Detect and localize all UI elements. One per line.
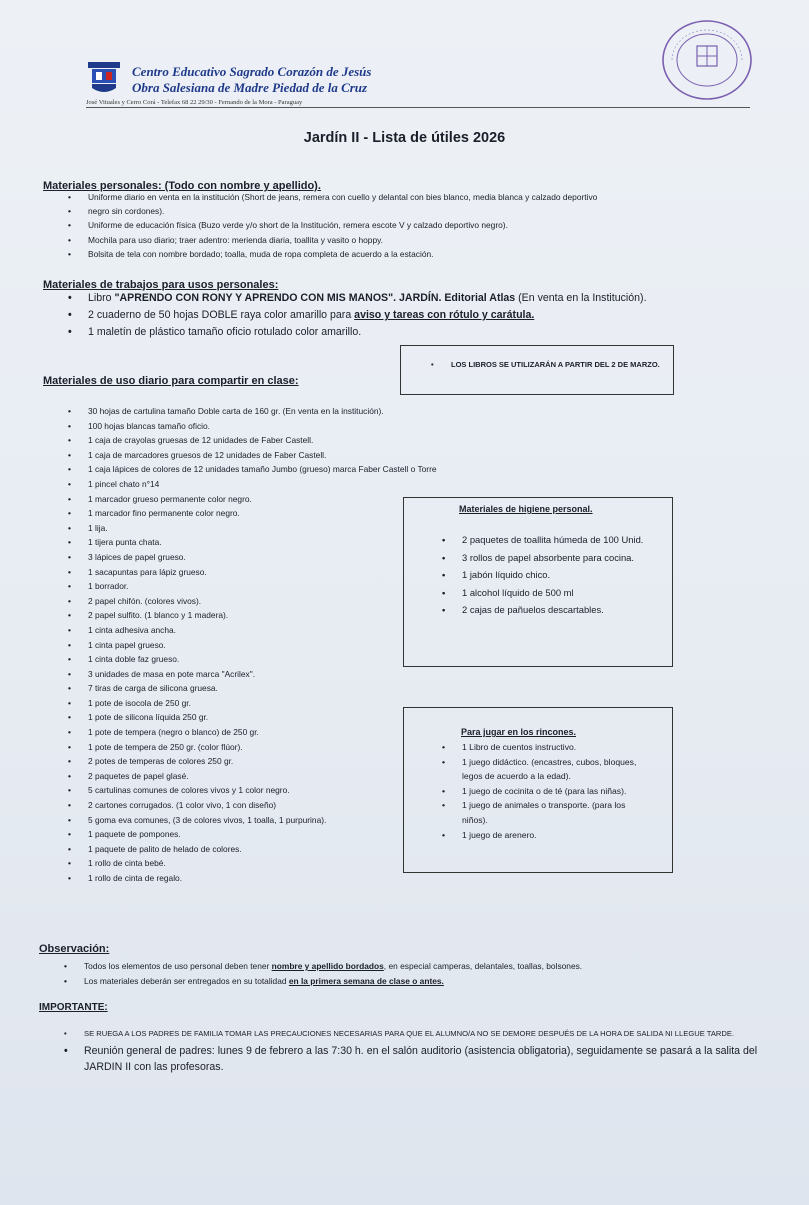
list-item: • Mochila para uso diario; traer adentro: merienda diaria, toallita y vasito o hoppy. [68,233,748,248]
list-item: • 1 Libro de cuentos instructivo. [442,740,652,755]
list-item: • 1 caja de marcadores gruesos de 12 unidades de Faber Castell. [68,448,488,463]
list-item: • Todos los elementos de uso personal deben tener nombre y apellido bordados, en especial camperas, delantales, toallas, bolsones. [64,959,764,974]
list-item: • Reunión general de padres: lunes 9 de febrero a las 7:30 h. en el salón auditorio (asistencia obligatoria), seguidamente se pasará a la salita del JARDIN II con las profesoras. [64,1043,762,1075]
list-item: • SE RUEGA A LOS PADRES DE FAMILIA TOMAR LAS PRECAUCIONES NECESARIAS PARA QUE EL ALUMNO/A NO SE DEMORE DESPUÉS DE LA HORA DE SALIDA NI LLEGUE TARDE. [64,1028,762,1039]
important-list [64,1028,762,1075]
list-item: • 1 pote de tempera de 250 gr. (color flúor). [68,740,488,755]
school-subtitle: Obra Salesiana de Madre Piedad de la Cruz [132,80,368,95]
list-item: • 2 paquetes de toallita húmeda de 100 Unid. [442,532,662,549]
list-item: • Uniforme diario en venta en la institución (Short de jeans, remera con cuello y delantal con bies blanco, media blanca y calzado deportivo [68,190,748,205]
hygiene-box [403,497,673,667]
books-note: • LOS LIBROS SE UTILIZARÁN A PARTIR DEL 2 DE MARZO. [431,359,661,371]
list-item: • 1 maletín de plástico tamaño oficio rotulado color amarillo. [68,324,758,341]
list-item: • 2 paquetes de papel glasé. [68,769,488,784]
list-item: • 1 rollo de cinta de regalo. [68,871,488,886]
list-item: • 100 hojas blancas tamaño oficio. [68,419,488,434]
list-item: • 5 cartulinas comunes de colores vivos y 1 color negro. [68,783,488,798]
list-item: • 1 sacapuntas para lápiz grueso. [68,565,488,580]
list-item: • 2 cartones corrugados. (1 color vivo, 1 con diseño) [68,798,488,813]
list-item: • 1 paquete de pompones. [68,827,488,842]
list-item: • Uniforme de educación física (Buzo verde y/o short de la Institución, remera escote V y calzado deportivo negro). [68,218,748,233]
school-logo-icon [86,60,122,96]
list-item: • 1 marcador fino permanente color negro. [68,506,488,521]
list-item: • 1 jabón líquido chico. [442,567,662,584]
list-item: • 3 lápices de papel grueso. [68,550,488,565]
observation-list [64,959,764,988]
list-item: • Libro "APRENDO CON RONY Y APRENDO CON MIS MANOS". JARDÍN. Editorial Atlas (En venta en la Institución). [68,290,758,307]
list-item: • 1 pincel chato n°14 [68,477,488,492]
list-item: • 2 cuaderno de 50 hojas DOBLE raya color amarillo para aviso y tareas con rótulo y carátula. [68,307,758,324]
work-materials-list [68,290,758,341]
important-heading: IMPORTANTE: [39,1002,108,1013]
list-item: • 1 lija. [68,521,488,536]
list-item: • 2 cajas de pañuelos descartables. [442,602,662,619]
personal-materials-heading: Materiales personales: (Todo con nombre y apellido). [43,180,321,192]
list-item: • 1 tijera punta chata. [68,535,488,550]
school-name: Centro Educativo Sagrado Corazón de Jesús [132,64,372,79]
list-item: • 2 potes de temperas de colores 250 gr. [68,754,488,769]
shared-materials-heading: Materiales de uso diario para compartir en clase: [43,375,299,387]
list-item: • 1 caja de crayolas gruesas de 12 unidades de Faber Castell. [68,433,488,448]
corners-heading: Para jugar en los rincones. [461,727,577,737]
list-item: • 1 pote de silicona líquida 250 gr. [68,710,488,725]
header-divider [86,107,750,108]
list-item: • 7 tiras de carga de silicona gruesa. [68,681,488,696]
corners-list [442,740,652,842]
work-materials-heading: Materiales de trabajos para usos personales: [43,279,279,291]
list-item: • 1 alcohol líquido de 500 ml [442,585,662,602]
list-item: • 1 pote de tempera (negro o blanco) de 250 gr. [68,725,488,740]
list-item: • Bolsita de tela con nombre bordado; toalla, muda de ropa completa de acuerdo a la estación. [68,247,748,262]
personal-materials-list [68,190,748,262]
hygiene-list [442,532,662,620]
list-item: • 1 juego de animales o transporte. (para los niños). [442,798,652,827]
list-item: • 1 caja lápices de colores de 12 unidades tamaño Jumbo (grueso) marca Faber Castell o Torre [68,462,488,477]
list-item: • 1 cinta doble faz grueso. [68,652,488,667]
list-item: • 1 juego didáctico. (encastres, cubos, bloques, legos de acuerdo a la edad). [442,755,652,784]
list-item: • 1 rollo de cinta bebé. [68,856,488,871]
list-item: • 2 papel chifón. (colores vivos). [68,594,488,609]
list-item: • 1 juego de cocinita o de té (para las niñas). [442,784,652,799]
list-item: • 3 rollos de papel absorbente para cocina. [442,550,662,567]
page-title: Jardín II - Lista de útiles 2026 [303,130,506,146]
corners-box [403,707,673,873]
observation-heading: Observación: [39,943,110,955]
school-address: José Vituales y Cerro Corá - Telefax 68 22 29/30 - Fernando de la Mora - Paraguay [86,99,303,106]
list-item: • 1 cinta papel grueso. [68,638,488,653]
list-item: • 30 hojas de cartulina tamaño Doble carta de 160 gr. (En venta en la institución). [68,404,488,419]
list-item: • 1 juego de arenero. [442,828,652,843]
list-item: • 1 pote de isocola de 250 gr. [68,696,488,711]
list-item: • Los materiales deberán ser entregados en su totalidad en la primera semana de clase o antes. [64,974,764,989]
list-item: • 2 papel sulfito. (1 blanco y 1 madera). [68,608,488,623]
list-item: • 1 marcador grueso permanente color negro. [68,492,488,507]
list-item: • 1 borrador. [68,579,488,594]
list-item: • 3 unidades de masa en pote marca "Acrilex". [68,667,488,682]
hygiene-heading: Materiales de higiene personal. [459,504,593,514]
list-item-continued: • negro sin cordones). [68,204,748,219]
list-item: • 1 paquete de palito de helado de colores. [68,842,488,857]
list-item: • 5 goma eva comunes, (3 de colores vivos, 1 toalla, 1 purpurina). [68,813,488,828]
list-item: • 1 cinta adhesiva ancha. [68,623,488,638]
books-note-box [400,345,674,395]
school-stamp [660,18,754,102]
